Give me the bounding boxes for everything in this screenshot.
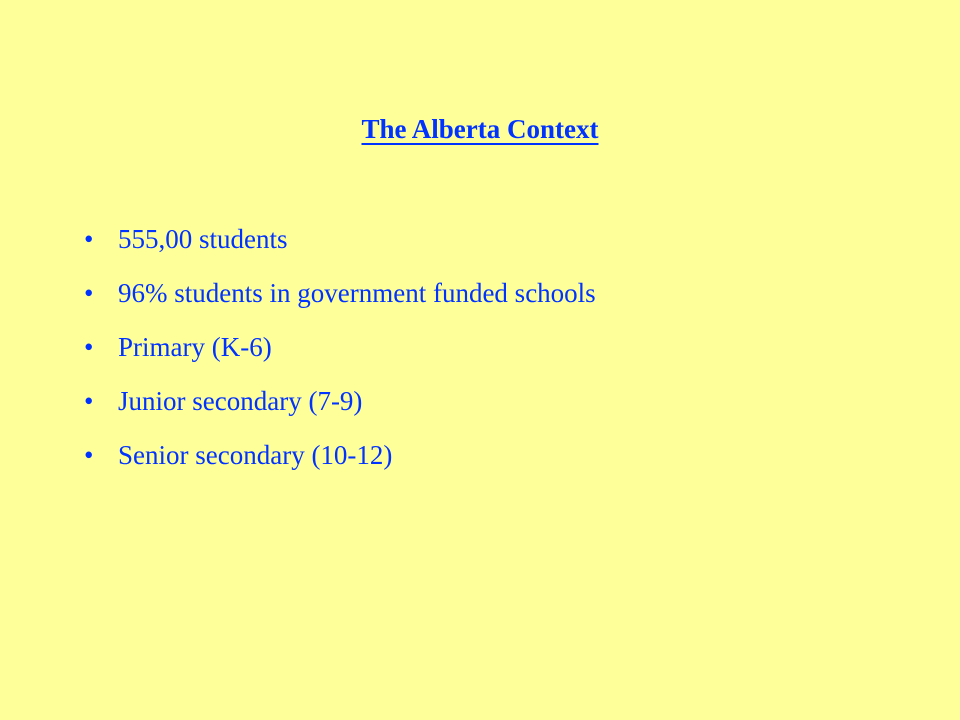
bullet-text: 96% students in government funded schools: [118, 278, 596, 308]
slide-title-text: The Alberta Context: [361, 114, 599, 144]
slide-title: [0, 109, 960, 149]
bullet-dot: •: [84, 440, 94, 470]
bullet-dot: •: [84, 332, 94, 362]
bullet-text: Primary (K-6): [118, 332, 272, 362]
bullet-dot: •: [84, 386, 94, 416]
bullet-dot: •: [84, 224, 94, 254]
bullet-dot: •: [84, 278, 94, 308]
bullet-text: 555,00 students: [118, 224, 288, 254]
bullet-text: Senior secondary (10-12): [118, 440, 393, 470]
bullet-text: Junior secondary (7-9): [118, 386, 363, 416]
